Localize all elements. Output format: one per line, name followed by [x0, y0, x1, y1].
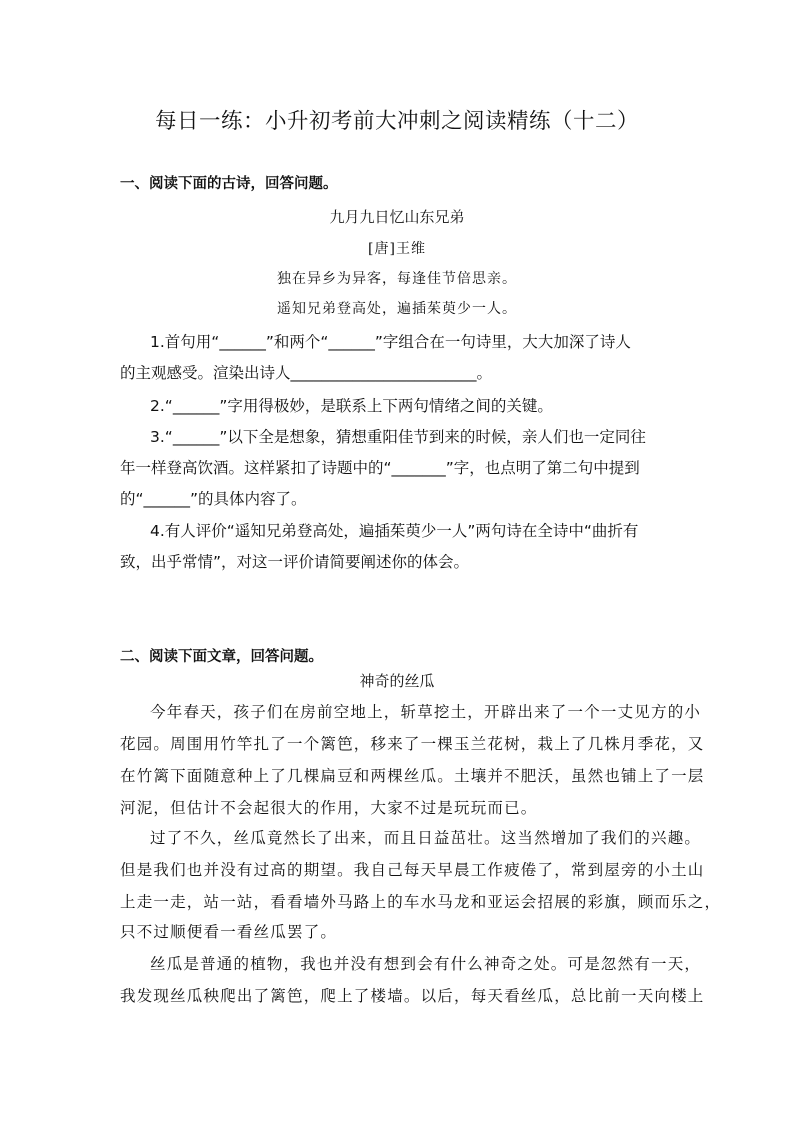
poem-author: [唐]王维: [368, 241, 426, 257]
page-title: 每日一练：小升初考前大冲刺之阅读精练（十二）: [154, 109, 639, 134]
question-2-line-1: 2.“______”字用得极妙，是联系上下两句情绪之间的关键。: [150, 397, 553, 415]
question-4-line-2: 致，出乎常情”，对这一评价请简要阐述你的体会。: [120, 553, 470, 571]
paragraph-2-line-2: 但是我们也并没有过高的期望。我自己每天早晨工作疲倦了，常到屋旁的小土山: [120, 861, 705, 879]
section-1-heading: 一、阅读下面的古诗，回答问题。: [120, 176, 338, 192]
question-3-line-1: 3.“______”以下全是想象，猜想重阳佳节到来的时候，亲人们也一定同往: [150, 428, 646, 446]
paragraph-2-line-3: 上走一走，站一站，看看墙外马路上的车水马龙和亚运会招展的彩旗，顾而乐之，: [120, 893, 722, 911]
poem-title: 九月九日忆山东兄弟: [329, 208, 465, 226]
paragraph-1-line-3: 在竹篱下面随意种上了几棵扁豆和两棵丝瓜。土壤并不肥沃，虽然也铺上了一层: [120, 767, 705, 785]
paragraph-3-line-2: 我发现丝瓜秧爬出了篱笆，爬上了楼墙。以后，每天看丝瓜，总比前一天向楼上: [120, 987, 705, 1005]
paragraph-1-line-1: 今年春天，孩子们在房前空地上，斩草挖土，开辟出来了一个一丈见方的小: [150, 703, 702, 721]
question-4-line-1: 4.有人评价“遥知兄弟登高处，遍插茱萸少一人”两句诗在全诗中“曲折有: [150, 522, 639, 540]
section-2-heading: 二、阅读下面文章，回答问题。: [120, 649, 323, 665]
paragraph-1-line-2: 花园。周围用竹竿扎了一个篱笆，移来了一棵玉兰花树，栽上了几株月季花，又: [120, 735, 705, 753]
question-3-line-2: 年一样登高饮酒。这样紧扣了诗题中的“_______”字，也点明了第二句中提到: [120, 459, 640, 477]
paragraph-1-line-4: 河泥，但估计不会起很大的作用，大家不过是玩玩而已。: [120, 799, 538, 817]
question-1-line-1: 1.首句用“______”和两个“______”字组合在一句诗里，大大加深了诗人: [150, 333, 631, 351]
poem-line-1: 独在异乡为异客，每逢佳节倍思亲。: [277, 271, 517, 287]
poem-line-2: 遥知兄弟登高处，遍插茱萸少一人。: [277, 301, 517, 317]
paragraph-3-line-1: 丝瓜是普通的植物，我也并没有想到会有什么神奇之处。可是忽然有一天，: [150, 955, 702, 973]
paragraph-2-line-1: 过了不久，丝瓜竟然长了出来，而且日益茁壮。这当然增加了我们的兴趣。: [150, 829, 702, 847]
question-1-line-2: 的主观感受。渲染出诗人________________________。: [120, 364, 493, 382]
paragraph-2-line-4: 只不过顺便看一看丝瓜罢了。: [120, 923, 338, 941]
question-3-line-3: 的“______”的具体内容了。: [120, 490, 307, 508]
article-title: 神奇的丝瓜: [359, 672, 435, 690]
